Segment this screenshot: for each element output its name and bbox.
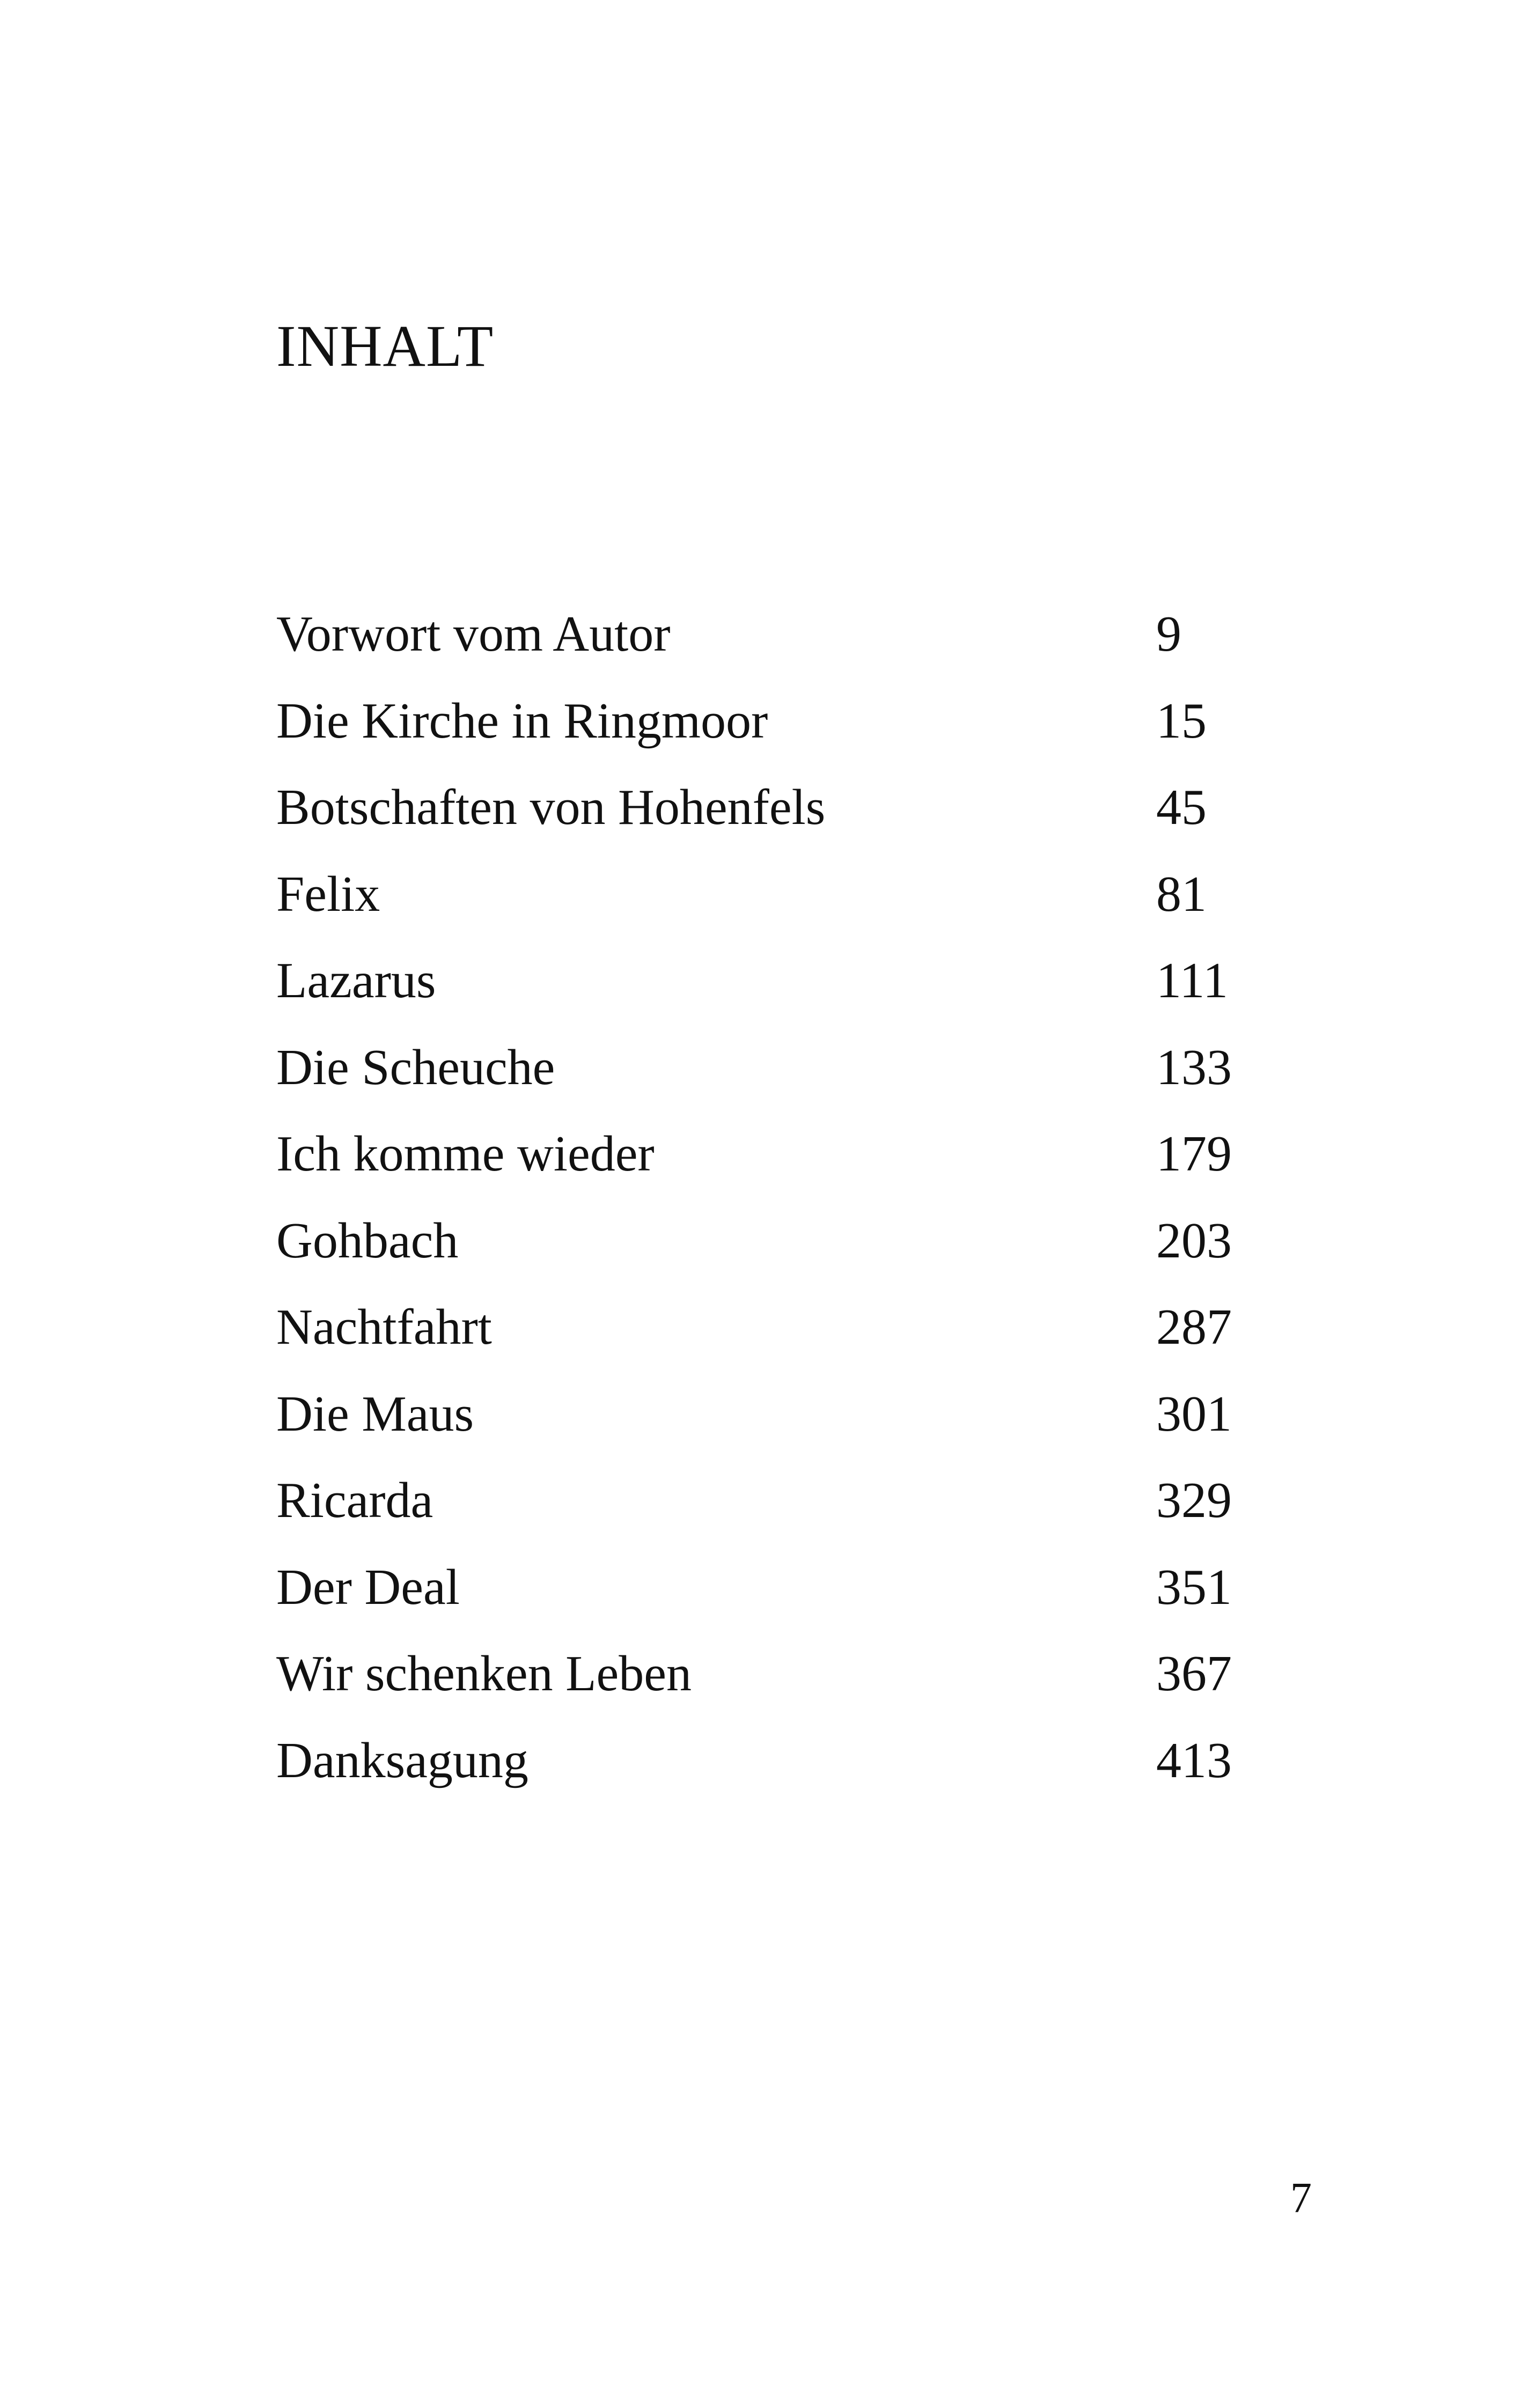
toc-entry-title: Nachtfahrt (276, 1299, 492, 1355)
toc-entry (276, 1299, 1242, 1389)
toc-entry (276, 1648, 1242, 1735)
toc-entry-title: Gohbach (276, 1212, 459, 1269)
toc-entry (276, 1039, 1242, 1129)
toc-entry-title: Lazarus (276, 953, 436, 1008)
toc-entry-title: Die Kirche in Ringmoor (276, 693, 768, 749)
toc-entry-page: 45 (1156, 779, 1207, 835)
toc-entry-page: 15 (1156, 693, 1207, 749)
toc-entry (276, 1126, 1242, 1216)
toc-entry-title: Ricarda (276, 1472, 433, 1528)
toc-entry (276, 1732, 1242, 1822)
toc-entry-page: 203 (1156, 1212, 1232, 1269)
toc-entry-page: 179 (1156, 1126, 1232, 1182)
toc-entry (276, 1472, 1242, 1562)
toc-entry-page: 111 (1156, 953, 1229, 1008)
toc-entry (276, 955, 1242, 1042)
toc-entry-title: Botschaften von Hohenfels (276, 779, 826, 835)
toc-entry-title: Vorwort vom Autor (276, 606, 671, 662)
toc-entry-page: 351 (1156, 1559, 1232, 1615)
toc-entry-title: Felix (276, 866, 380, 922)
toc-entry-page: 301 (1156, 1386, 1232, 1442)
toc-entry (276, 866, 1242, 956)
toc-entry (276, 606, 1242, 696)
toc-entry-page: 133 (1156, 1039, 1232, 1095)
toc-entry-page: 329 (1156, 1472, 1232, 1528)
toc-entry-title: Der Deal (276, 1559, 460, 1615)
page-number: 7 (1290, 2175, 1312, 2222)
toc-entry-title: Wir schenken Leben (276, 1646, 692, 1702)
toc-entry-page: 9 (1156, 606, 1181, 662)
page-title: INHALT (276, 313, 494, 379)
toc-entry-title: Danksagung (276, 1732, 528, 1788)
toc-entry (276, 779, 1242, 869)
toc-entry (276, 1559, 1242, 1649)
toc-entry-title: Die Maus (276, 1386, 474, 1442)
toc-entry-page: 367 (1156, 1646, 1232, 1702)
toc-entry-page: 81 (1156, 866, 1207, 922)
toc-entry-title: Ich komme wieder (276, 1126, 655, 1182)
toc-entry (276, 1212, 1242, 1302)
table-of-contents (276, 606, 1242, 1822)
toc-entry-page: 413 (1156, 1732, 1232, 1788)
toc-entry-title: Die Scheuche (276, 1039, 555, 1095)
toc-entry-page: 287 (1156, 1299, 1232, 1355)
toc-entry (276, 693, 1242, 783)
toc-entry (276, 1386, 1242, 1476)
